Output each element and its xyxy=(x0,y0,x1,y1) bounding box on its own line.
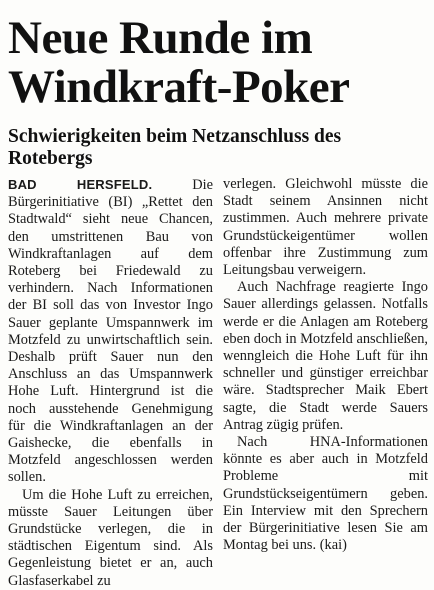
paragraph-4: Auch Nachfrage reagierte Ingo Sauer allerdings gelassen. Notfalls werde er die Anlagen am Roteberg eben doch in Motzfeld anschließen, wenngleich die Hohe Luft für ihn schneller und günstiger erreichbar wäre. Stadtsprecher Maik Ebert sagte, die Stadt werde Sauers Antrag zügig prüfen. xyxy=(223,279,428,433)
paragraph-2: Um die Hohe Luft zu erreichen, müsste Sauer Leitungen über Grundstücke verlegen, die in städtischen Eigentum sind. Als Gegenleistung bietet er an, auch Glasfaserkabel zu xyxy=(8,486,213,589)
column-left xyxy=(8,176,213,590)
headline-line-1: Neue Runde im xyxy=(8,12,313,64)
subheadline: Schwierigkeiten beim Netzanschluss des Rotebergs xyxy=(8,126,342,169)
article-body xyxy=(8,176,428,590)
paragraph-3: verlegen. Gleichwohl müsste die Stadt seinem Ansinnen nicht zustimmen. Auch mehrere private Grundstückeigentümer wollen offenbar ihre Zustimmung zum Leitungsbau verweigern. xyxy=(223,176,428,279)
dateline: BAD HERSFELD. xyxy=(8,177,153,192)
paragraph-1-text: Die Bürgerinitiative (BI) „Rettet den Stadtwald“ sieht neue Chancen, den umstrittenen Bau von Windkraftanlagen auf dem Roteberg bei Friedewald zu verhindern. Nach Informationen der BI soll das von Investor Ingo Sauer geplante Umspannwerk im Motzfeld zu unwirtschaftlich sein. Deshalb prüft Sauer nun den Anschluss an das Umspannwerk Hohe Luft. Hintergrund ist die noch ausstehende Genehmigung für die Windkraftanlagen an der Gaishecke, die ebenfalls in Motzfeld angeschlossen werden sollen. xyxy=(8,177,213,486)
headline xyxy=(8,0,428,112)
headline-line-2: Windkraft-Poker xyxy=(8,61,350,113)
paragraph-1 xyxy=(8,176,213,487)
paragraph-5: Nach HNA-Informationen könnte es aber auch in Motzfeld Probleme mit Grundstückseigentümern geben. Ein Interview mit den Sprechern der Bürgerinitiative lesen Sie am Montag bei uns. (kai) xyxy=(223,434,428,554)
column-right xyxy=(223,176,428,590)
